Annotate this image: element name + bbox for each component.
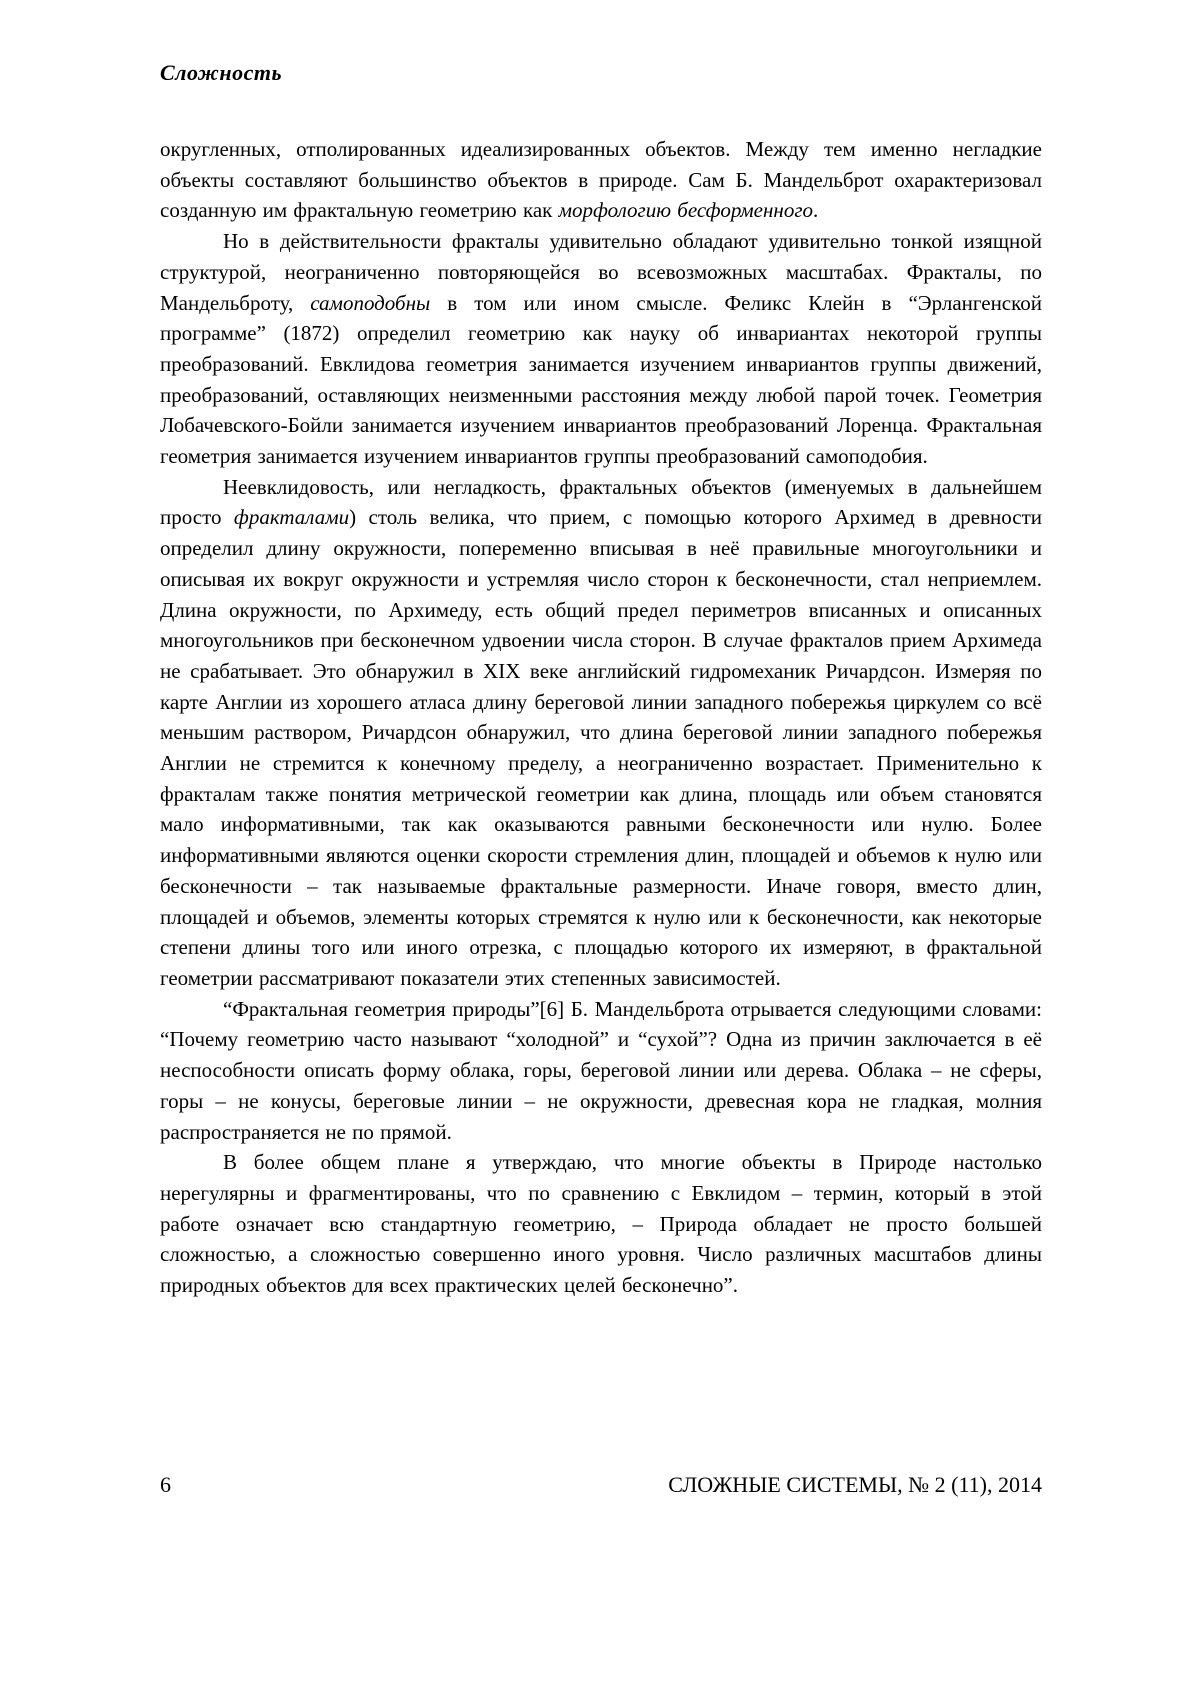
text-run: округленных, отполированных идеализированных объектов. Между тем именно негладкие объекты составляют большинство объектов в природе. Сам Б. Мандельброт охарактеризовал созданную им фрактальную геометрию как	[160, 137, 1042, 223]
running-header: Сложность	[160, 60, 283, 85]
italic-text-run: фракталами	[233, 505, 350, 530]
paragraph	[160, 134, 1042, 226]
italic-text-run: морфологию бесформенного	[558, 198, 814, 223]
page-number: 6	[160, 1472, 171, 1497]
paragraph	[160, 1147, 1042, 1301]
text-run: в том или ином смысле. Феликс Клейн в “Эрлангенской программе” (1872) определил геометрию как науку об инвариантах некоторой группы преобразований. Евклидова геометрия занимается изучением инвариантов группы движений, преобразований, оставляющих неизменными расстояния между любой парой точек. Геометрия Лобачевского-Бойли занимается изучением инвариантов преобразований Лоренца. Фрактальная геометрия занимается изучением инвариантов группы преобразований самоподобия.	[160, 290, 1042, 469]
paragraph	[160, 994, 1042, 1148]
page-footer	[160, 1472, 1042, 1498]
paragraph	[160, 472, 1042, 994]
paragraph	[160, 226, 1042, 472]
text-run: Но в действительности фракталы удивительно обладают удивительно тонкой изящной структурой, неограниченно повторяющейся во всевозможных масштабах. Фракталы, по Мандельброту,	[160, 229, 1042, 315]
italic-text-run: самоподобны	[310, 290, 431, 315]
journal-reference: СЛОЖНЫЕ СИСТЕМЫ, № 2 (11), 2014	[668, 1472, 1042, 1497]
text-run: Неевклидовость, или негладкость, фрактальных объектов (именуемых в дальнейшем просто	[160, 474, 1042, 530]
text-run: ) столь велика, что прием, с помощью которого Архимед в древности определил длину окружности, попеременно вписывая в неё правильные многоугольники и описывая их вокруг окружности и устремляя число сторон к бесконечности, стал неприемлем. Длина окружности, по Архимеду, есть общий предел периметров вписанных и описанных многоугольников при бесконечном удвоении числа сторон. В случае фракталов прием Архимеда не срабатывает. Это обнаружил в XIX веке английский гидромеханик Ричардсон. Измеряя по карте Англии из хорошего атласа длину береговой линии западного побережья циркулем со всё меньшим раствором, Ричардсон обнаружил, что длина береговой линии западного побережья Англии не стремится к конечному пределу, а неограниченно возрастает. Применительно к фракталам также понятия метрической геометрии как длина, площадь или объем становятся мало информативными, так как оказываются равными бесконечности или нулю. Более информативными являются оценки скорости стремления длин, площадей и объемов к нулю или бесконечности – так называемые фрактальные размерности. Иначе говоря, вместо длин, площадей и объемов, элементы которых стремятся к нулю или к бесконечности, как некоторые степени длины того или иного отрезка, с площадью которого их измеряют, в фрактальной геометрии рассматривают показатели этих степенных зависимостей.	[160, 505, 1042, 990]
text-run: В более общем плане я утверждаю, что многие объекты в Природе настолько нерегулярны и фрагментированы, что по сравнению с Евклидом – термин, который в этой работе означает всю стандартную геометрию, – Природа обладает не просто большей сложностью, а сложностью совершенно иного уровня. Число различных масштабов длины природных объектов для всех практических целей бесконечно”.	[160, 1150, 1042, 1298]
text-run: “Фрактальная геометрия природы”[6] Б. Мандельброта отрывается следующими словами: “Почему геометрию часто называют “холодной” и “сухой”? Одна из причин заключается в её неспособности описать форму облака, горы, береговой линии или дерева. Облака – не сферы, горы – не конусы, береговые линии – не окружности, древесная кора не гладкая, молния распространяется не по прямой.	[160, 996, 1042, 1144]
body-text	[160, 134, 1042, 1301]
text-run: .	[813, 198, 819, 223]
